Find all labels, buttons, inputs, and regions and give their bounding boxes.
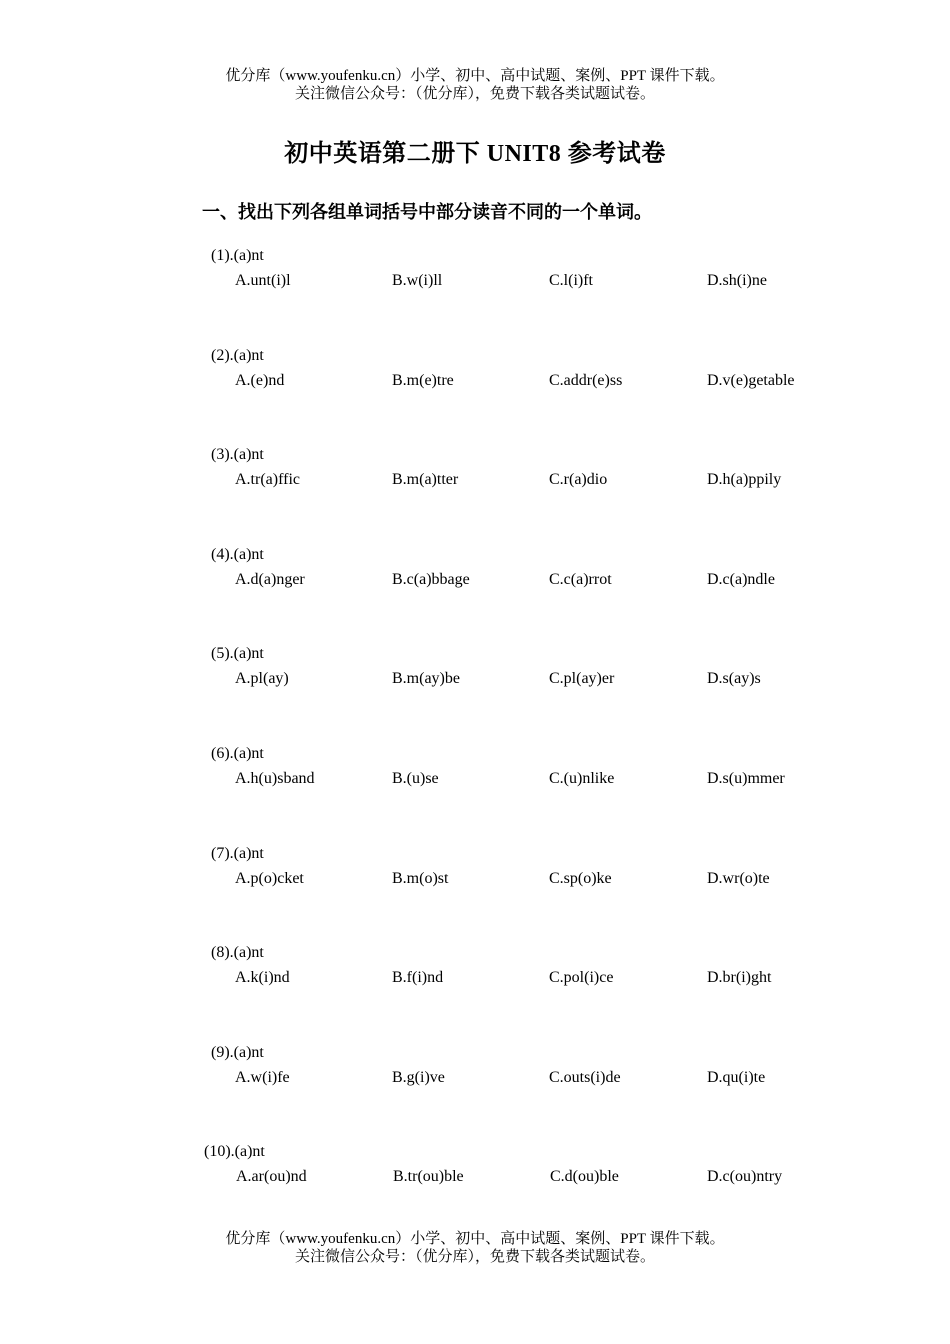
option-d: D.s(u)mmer xyxy=(707,770,785,787)
option-b: B.(u)se xyxy=(392,770,439,787)
footer-line-2: 关注微信公众号：（优分库），免费下载各类试题试卷。 xyxy=(294,1249,655,1265)
page-title: 初中英语第二册下 UNIT8 参考试卷 xyxy=(284,141,666,167)
option-c: C.l(i)ft xyxy=(549,272,593,289)
question-stem: (5).(a)nt xyxy=(211,645,264,662)
option-d: D.wr(o)te xyxy=(707,870,770,887)
option-a: A.ar(ou)nd xyxy=(236,1168,307,1185)
section-heading: 一、找出下列各组单词括号中部分读音不同的一个单词。 xyxy=(202,202,652,222)
option-c: C.pol(i)ce xyxy=(549,969,614,986)
option-d: D.s(ay)s xyxy=(707,670,761,687)
footer-line-1: 优分库（www.youfenku.cn）小学、初中、高中试题、案例、PPT 课件下载。 xyxy=(225,1231,725,1247)
option-b: B.m(ay)be xyxy=(392,670,460,687)
question-stem: (6).(a)nt xyxy=(211,745,264,762)
question-stem: (9).(a)nt xyxy=(211,1044,264,1061)
option-a: A.h(u)sband xyxy=(235,770,315,787)
option-a: A.p(o)cket xyxy=(235,870,304,887)
question-stem: (1).(a)nt xyxy=(211,247,264,264)
option-d: D.c(a)ndle xyxy=(707,571,775,588)
option-d: D.qu(i)te xyxy=(707,1069,766,1086)
option-a: A.d(a)nger xyxy=(235,571,305,588)
option-c: C.pl(ay)er xyxy=(549,670,615,687)
option-a: A.unt(i)l xyxy=(235,272,291,289)
option-b: B.tr(ou)ble xyxy=(393,1168,464,1185)
option-b: B.c(a)bbage xyxy=(392,571,470,588)
option-c: C.addr(e)ss xyxy=(549,372,623,389)
option-d: D.br(i)ght xyxy=(707,969,772,986)
option-d: D.c(ou)ntry xyxy=(707,1168,783,1185)
option-a: A.tr(a)ffic xyxy=(235,471,300,488)
option-b: B.m(o)st xyxy=(392,870,449,887)
option-d: D.v(e)getable xyxy=(707,372,795,389)
question-stem: (4).(a)nt xyxy=(211,546,264,563)
option-d: D.sh(i)ne xyxy=(707,272,767,289)
option-a: A.w(i)fe xyxy=(235,1069,290,1086)
option-b: B.m(a)tter xyxy=(392,471,459,488)
option-a: A.k(i)nd xyxy=(235,969,290,986)
option-b: B.w(i)ll xyxy=(392,272,443,289)
question-stem: (10).(a)nt xyxy=(204,1143,265,1160)
option-c: C.c(a)rrot xyxy=(549,571,612,588)
question-stem: (2).(a)nt xyxy=(211,347,264,364)
option-b: B.f(i)nd xyxy=(392,969,444,986)
question-stem: (7).(a)nt xyxy=(211,845,264,862)
option-c: C.sp(o)ke xyxy=(549,870,612,887)
option-c: C.r(a)dio xyxy=(549,471,608,488)
page-footer xyxy=(0,1230,950,1266)
option-a: A.(e)nd xyxy=(235,372,285,389)
option-b: B.g(i)ve xyxy=(392,1069,445,1086)
header-line-1: 优分库（www.youfenku.cn）小学、初中、高中试题、案例、PPT 课件下载。 xyxy=(225,68,725,84)
header-line-2: 关注微信公众号：（优分库），免费下载各类试题试卷。 xyxy=(294,86,655,102)
option-d: D.h(a)ppily xyxy=(707,471,782,488)
option-a: A.pl(ay) xyxy=(235,670,289,687)
option-c: C.outs(i)de xyxy=(549,1069,621,1086)
option-b: B.m(e)tre xyxy=(392,372,454,389)
option-c: C.d(ou)ble xyxy=(550,1168,619,1185)
question-stem: (8).(a)nt xyxy=(211,944,264,961)
page-header xyxy=(0,67,950,103)
option-c: C.(u)nlike xyxy=(549,770,615,787)
question-stem: (3).(a)nt xyxy=(211,446,264,463)
